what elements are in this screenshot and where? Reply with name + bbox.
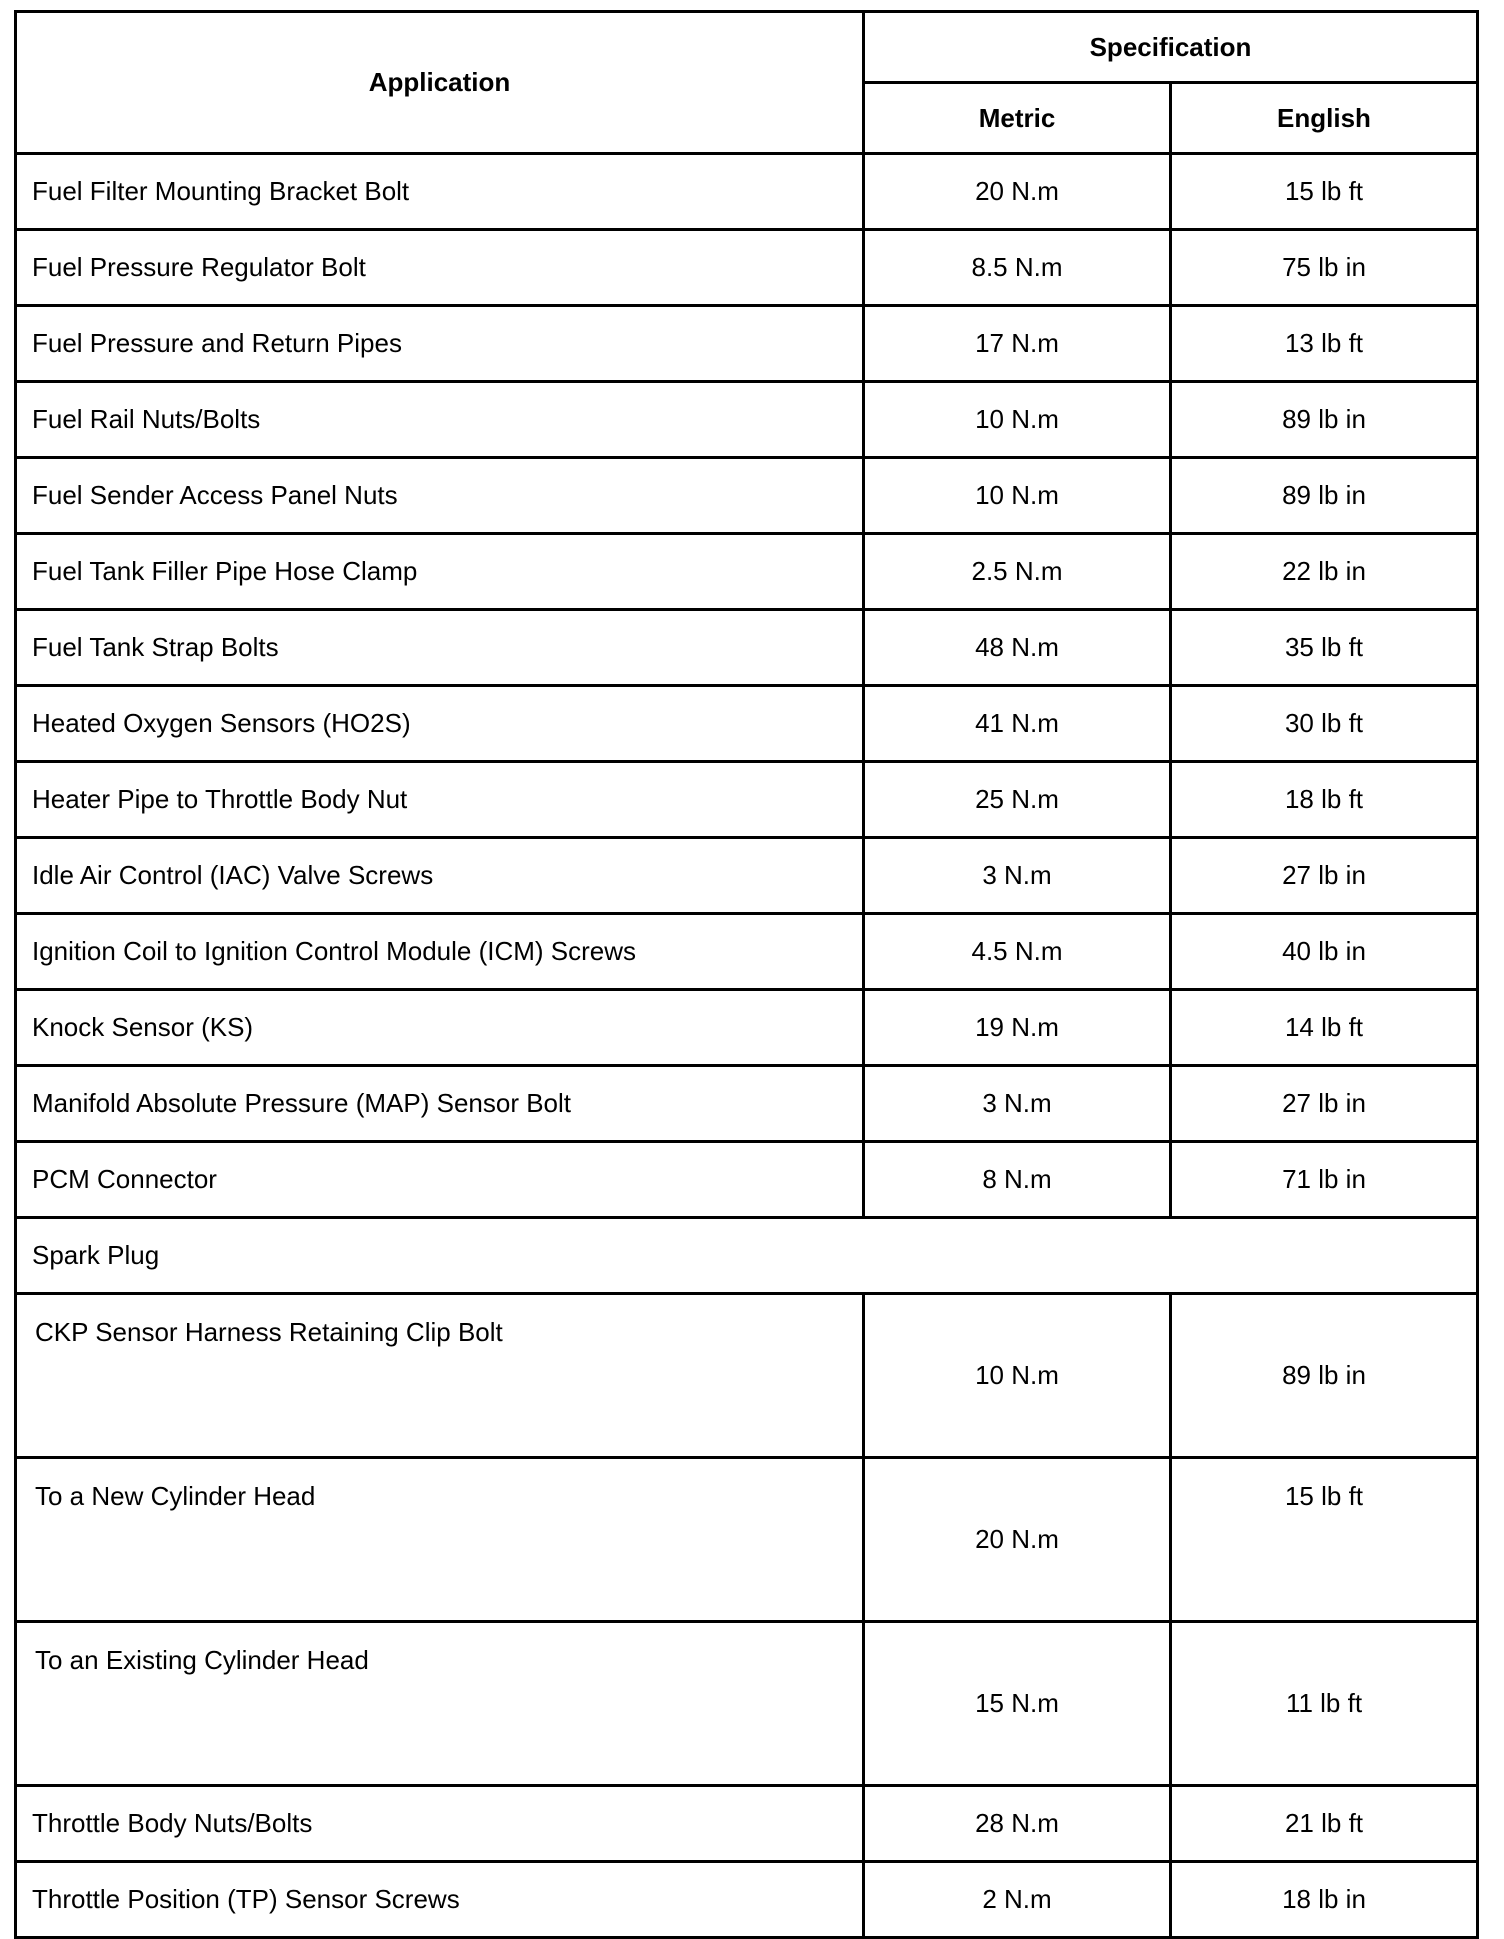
cell-metric: 8 N.m (864, 1142, 1171, 1218)
header-row-top (16, 12, 1478, 83)
cell-english: 89 lb in (1171, 458, 1478, 534)
table-row (16, 762, 1478, 838)
cell-application: Ignition Coil to Ignition Control Module (ICM) Screws (16, 914, 864, 990)
table-row (16, 230, 1478, 306)
header-specification: Specification (864, 12, 1478, 83)
table-row (16, 610, 1478, 686)
table-row (16, 686, 1478, 762)
cell-english: 71 lb in (1171, 1142, 1478, 1218)
cell-metric: 4.5 N.m (864, 914, 1171, 990)
header-english: English (1171, 83, 1478, 154)
table-row (16, 1066, 1478, 1142)
cell-english: 18 lb in (1171, 1862, 1478, 1938)
table-row (16, 382, 1478, 458)
cell-metric: 20 N.m (864, 154, 1171, 230)
cell-application: Knock Sensor (KS) (16, 990, 864, 1066)
table-row (16, 1294, 1478, 1458)
cell-application: Idle Air Control (IAC) Valve Screws (16, 838, 864, 914)
cell-application: Fuel Pressure Regulator Bolt (16, 230, 864, 306)
cell-metric: 8.5 N.m (864, 230, 1171, 306)
cell-application: Fuel Pressure and Return Pipes (16, 306, 864, 382)
cell-application: Manifold Absolute Pressure (MAP) Sensor Bolt (16, 1066, 864, 1142)
cell-metric: 10 N.m (864, 1294, 1171, 1458)
cell-metric: 20 N.m (864, 1458, 1171, 1622)
cell-english: 30 lb ft (1171, 686, 1478, 762)
cell-english: 27 lb in (1171, 838, 1478, 914)
cell-metric: 15 N.m (864, 1622, 1171, 1786)
table-row (16, 990, 1478, 1066)
table-row (16, 534, 1478, 610)
cell-english: 13 lb ft (1171, 306, 1478, 382)
section-label: Spark Plug (16, 1218, 1478, 1294)
cell-english: 22 lb in (1171, 534, 1478, 610)
cell-metric: 10 N.m (864, 382, 1171, 458)
cell-metric: 28 N.m (864, 1786, 1171, 1862)
cell-english: 35 lb ft (1171, 610, 1478, 686)
cell-application: To an Existing Cylinder Head (16, 1622, 864, 1786)
cell-english: 89 lb in (1171, 1294, 1478, 1458)
cell-english: 11 lb ft (1171, 1622, 1478, 1786)
cell-metric: 2 N.m (864, 1862, 1171, 1938)
cell-metric: 19 N.m (864, 990, 1171, 1066)
cell-application: Fuel Sender Access Panel Nuts (16, 458, 864, 534)
cell-english: 15 lb ft (1171, 154, 1478, 230)
cell-application: Fuel Rail Nuts/Bolts (16, 382, 864, 458)
cell-application: Heated Oxygen Sensors (HO2S) (16, 686, 864, 762)
cell-english: 15 lb ft (1171, 1458, 1478, 1622)
cell-english: 40 lb in (1171, 914, 1478, 990)
cell-application: Fuel Filter Mounting Bracket Bolt (16, 154, 864, 230)
cell-metric: 17 N.m (864, 306, 1171, 382)
table-row (16, 1862, 1478, 1938)
cell-english: 75 lb in (1171, 230, 1478, 306)
table-row (16, 306, 1478, 382)
cell-application: PCM Connector (16, 1142, 864, 1218)
cell-english: 14 lb ft (1171, 990, 1478, 1066)
table-row (16, 1622, 1478, 1786)
table-row (16, 914, 1478, 990)
cell-metric: 2.5 N.m (864, 534, 1171, 610)
header-application: Application (16, 12, 864, 154)
table-row (16, 154, 1478, 230)
cell-metric: 41 N.m (864, 686, 1171, 762)
table-row (16, 838, 1478, 914)
cell-application: Fuel Tank Filler Pipe Hose Clamp (16, 534, 864, 610)
cell-english: 27 lb in (1171, 1066, 1478, 1142)
cell-application: Throttle Position (TP) Sensor Screws (16, 1862, 864, 1938)
torque-spec-table (14, 10, 1479, 1939)
section-row-spark-plug (16, 1218, 1478, 1294)
table-row (16, 1142, 1478, 1218)
table-row (16, 1786, 1478, 1862)
header-metric: Metric (864, 83, 1171, 154)
cell-application: Fuel Tank Strap Bolts (16, 610, 864, 686)
cell-english: 89 lb in (1171, 382, 1478, 458)
cell-metric: 25 N.m (864, 762, 1171, 838)
cell-metric: 3 N.m (864, 838, 1171, 914)
cell-english: 18 lb ft (1171, 762, 1478, 838)
cell-metric: 3 N.m (864, 1066, 1171, 1142)
table-row (16, 458, 1478, 534)
cell-application: Heater Pipe to Throttle Body Nut (16, 762, 864, 838)
cell-metric: 10 N.m (864, 458, 1171, 534)
cell-application: Throttle Body Nuts/Bolts (16, 1786, 864, 1862)
cell-application: CKP Sensor Harness Retaining Clip Bolt (16, 1294, 864, 1458)
table-row (16, 1458, 1478, 1622)
cell-english: 21 lb ft (1171, 1786, 1478, 1862)
cell-application: To a New Cylinder Head (16, 1458, 864, 1622)
cell-metric: 48 N.m (864, 610, 1171, 686)
